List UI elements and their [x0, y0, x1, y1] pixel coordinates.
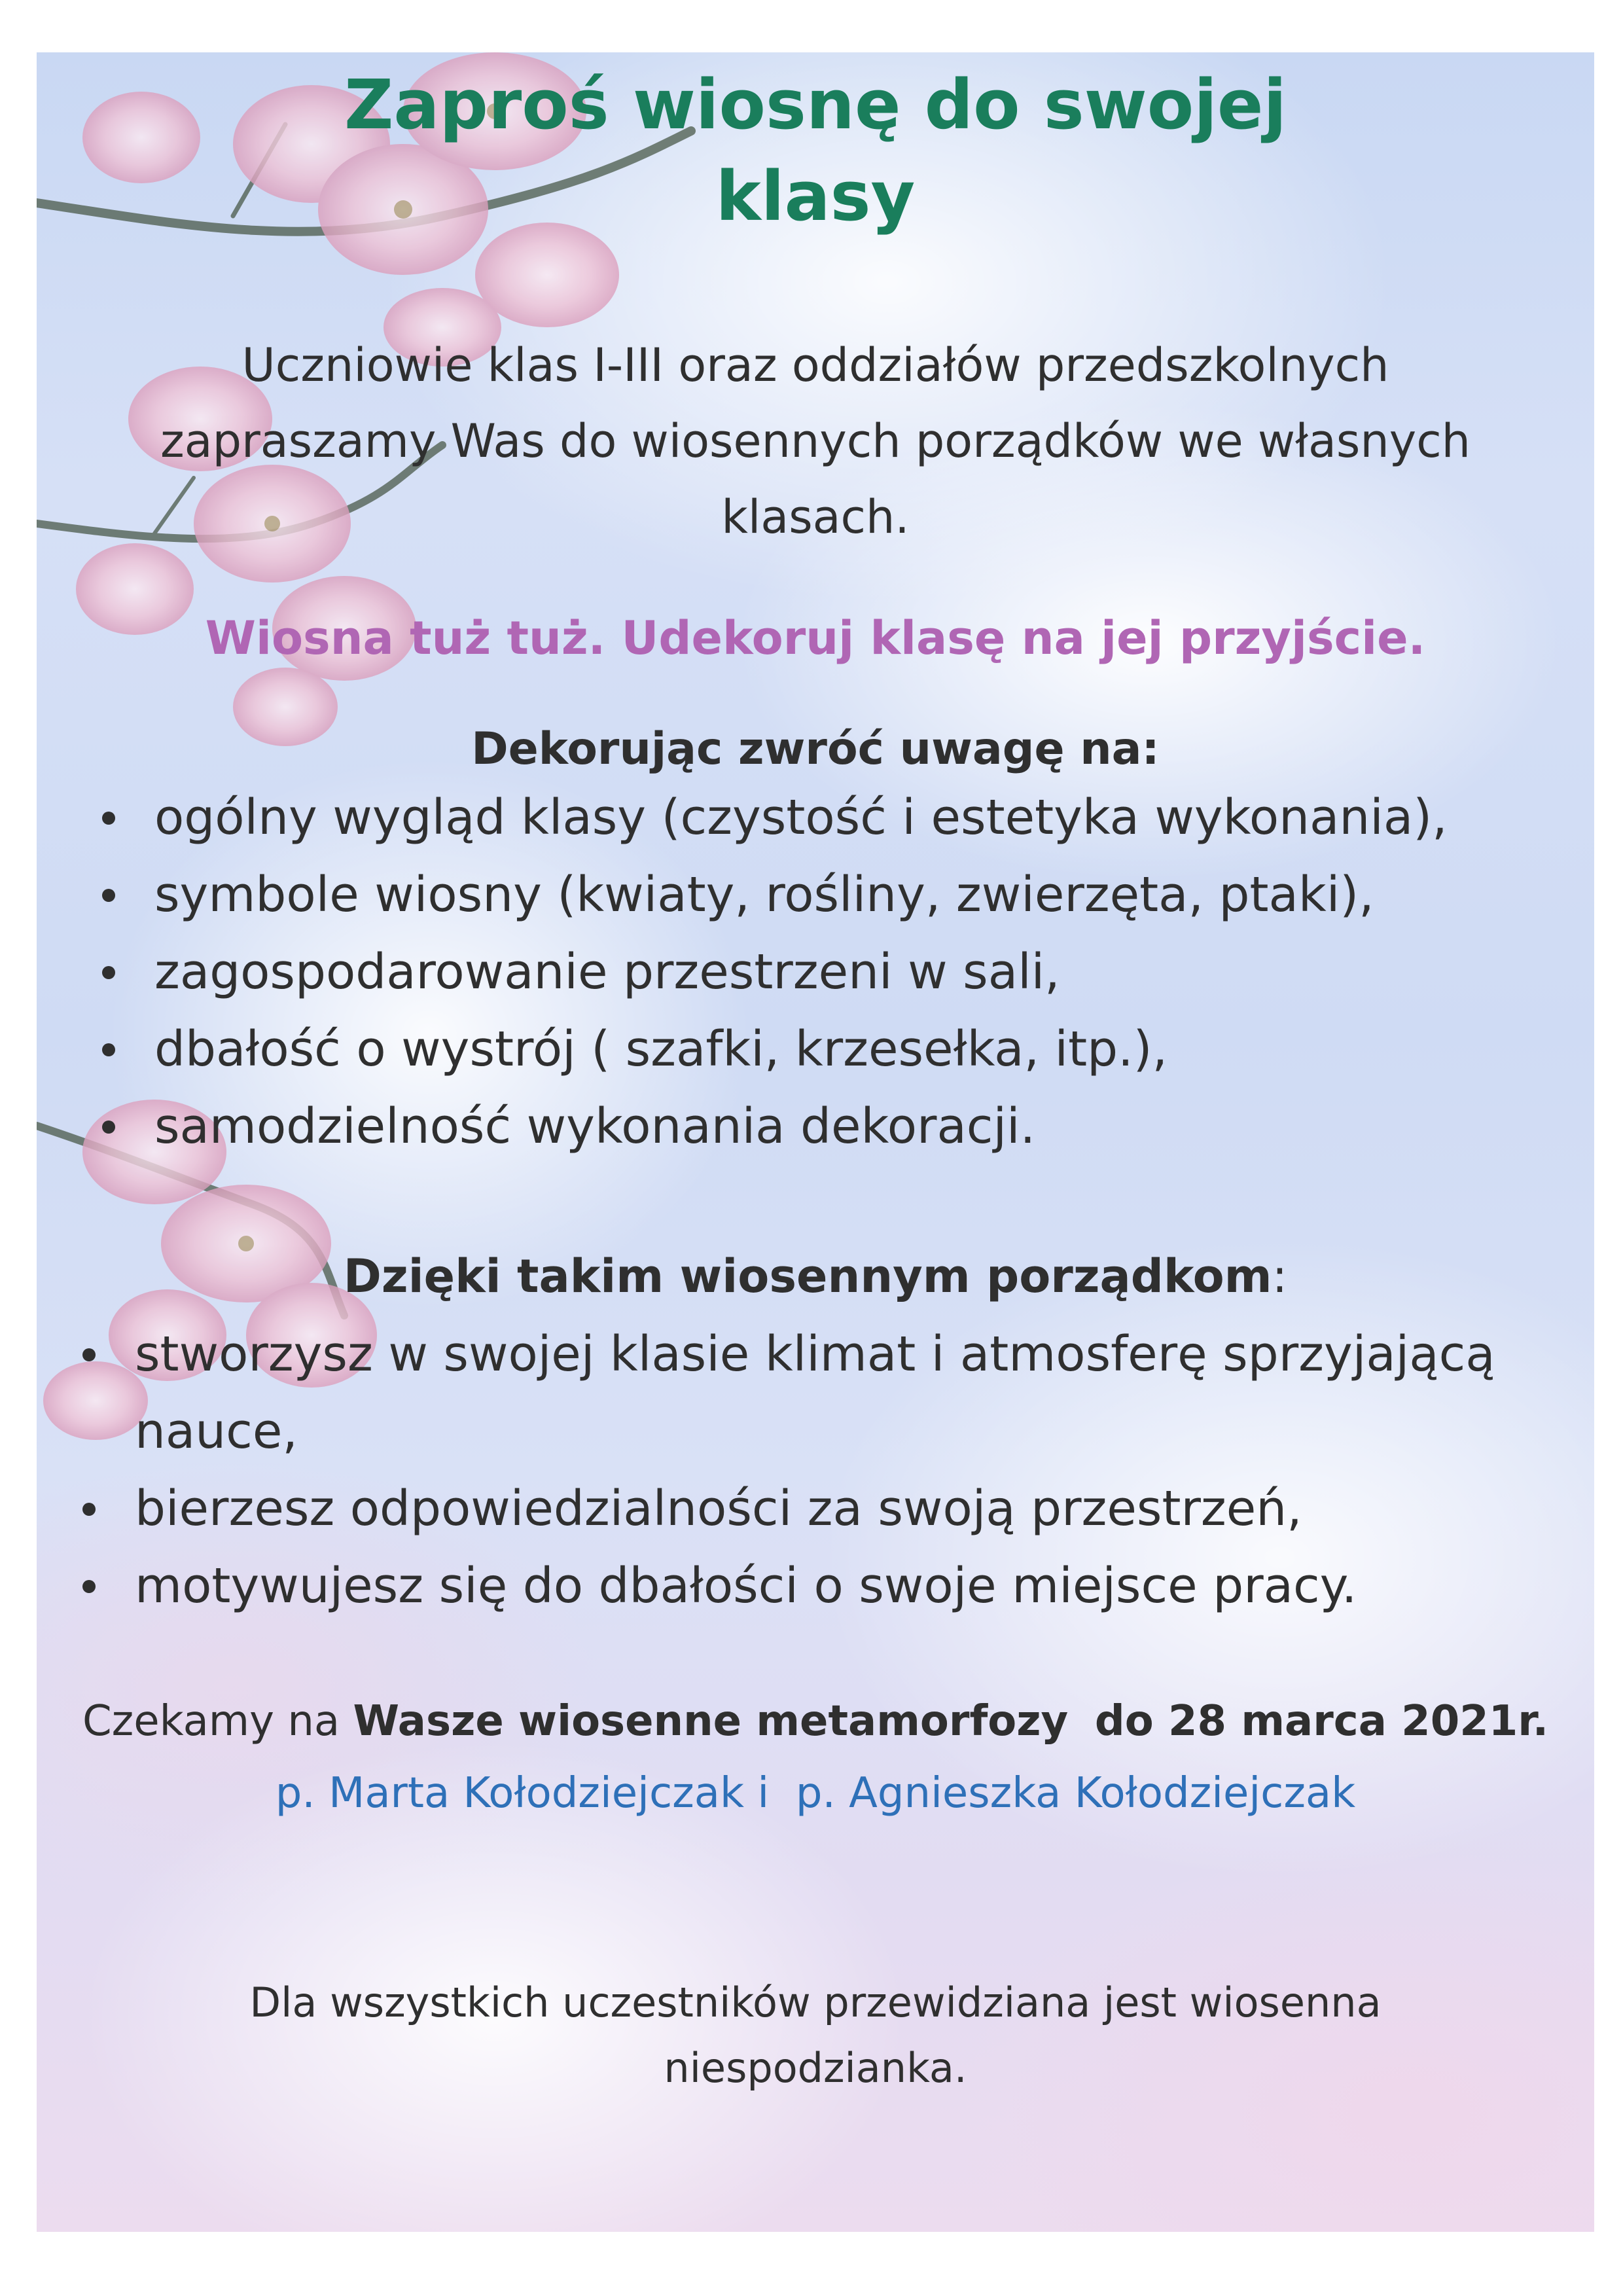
poster	[37, 52, 1594, 2232]
section2-heading	[37, 1237, 1594, 1316]
author-1: p. Marta Kołodziejczak	[275, 1769, 745, 1818]
footer-line-2: niespodzianka.	[664, 2044, 967, 2092]
list-item-text: samodzielność wykonania dekoracji.	[154, 1098, 1036, 1155]
highlight-slogan: Wiosna tuż tuż. Udekoruj klasę na jej przyjście.	[205, 611, 1426, 665]
bullet-icon	[82, 1503, 96, 1516]
authors-joiner: i	[757, 1769, 770, 1818]
list-item-text: zagospodarowanie przestrzeni w sali,	[154, 944, 1060, 1000]
footer-note	[37, 1970, 1594, 2101]
bullet-icon	[102, 966, 115, 979]
intro-line-3: klasach.	[721, 490, 910, 544]
authors-line	[37, 1761, 1594, 1826]
closing-prefix: Czekamy na	[82, 1697, 353, 1746]
bullet-icon	[82, 1348, 96, 1361]
title-line-1: Zaproś wiosnę do swojej	[344, 65, 1287, 145]
poster-title	[37, 59, 1594, 242]
intro-paragraph	[37, 327, 1594, 555]
section1-heading: Dekorując zwróć uwagę na:	[471, 723, 1160, 775]
closing-bold-deadline: do 28 marca 2021r.	[1094, 1697, 1549, 1746]
list-item	[76, 1011, 1568, 1088]
list-item	[76, 1088, 1568, 1165]
author-2: p. Agnieszka Kołodziejczak	[795, 1769, 1356, 1818]
list-item-text: bierzesz odpowiedzialności za swoją przestrzeń,	[135, 1480, 1302, 1537]
list-item-text: motywujesz się do dbałości o swoje miejsce pracy.	[135, 1558, 1357, 1614]
bullet-icon	[102, 889, 115, 902]
bullet-icon	[82, 1580, 96, 1593]
section2-heading-text: Dzięki takim wiosennym porządkom	[343, 1249, 1272, 1303]
closing-line	[37, 1689, 1594, 1754]
list-item-text: ogólny wygląd klasy (czystość i estetyka wykonania),	[154, 789, 1448, 846]
section2-heading-colon: :	[1272, 1249, 1288, 1303]
list-item	[76, 933, 1568, 1011]
title-line-2: klasy	[715, 156, 916, 236]
section2-list	[63, 1316, 1568, 1624]
list-item	[63, 1470, 1568, 1547]
list-item-text: symbole wiosny (kwiaty, rośliny, zwierzęta, ptaki),	[154, 867, 1374, 923]
list-item	[76, 779, 1568, 856]
footer-line-1: Dla wszystkich uczestników przewidziana jest wiosenna	[249, 1979, 1382, 2026]
list-item	[76, 856, 1568, 933]
list-item-text: stworzysz w swojej klasie klimat i atmosferę sprzyjającą nauce,	[135, 1326, 1495, 1460]
list-item-text: dbałość o wystrój ( szafki, krzesełka, itp.),	[154, 1021, 1168, 1077]
bullet-icon	[102, 1121, 115, 1134]
intro-line-1: Uczniowie klas I-III oraz oddziałów przedszkolnych	[241, 338, 1389, 392]
closing-bold-metamorphoses: Wasze wiosenne metamorfozy	[353, 1697, 1069, 1746]
section1-list	[76, 779, 1568, 1165]
list-item	[63, 1316, 1568, 1470]
bullet-icon	[102, 1043, 115, 1056]
list-item	[63, 1547, 1568, 1624]
bullet-icon	[102, 812, 115, 825]
intro-line-2: zapraszamy Was do wiosennych porządków we własnych	[160, 414, 1471, 468]
